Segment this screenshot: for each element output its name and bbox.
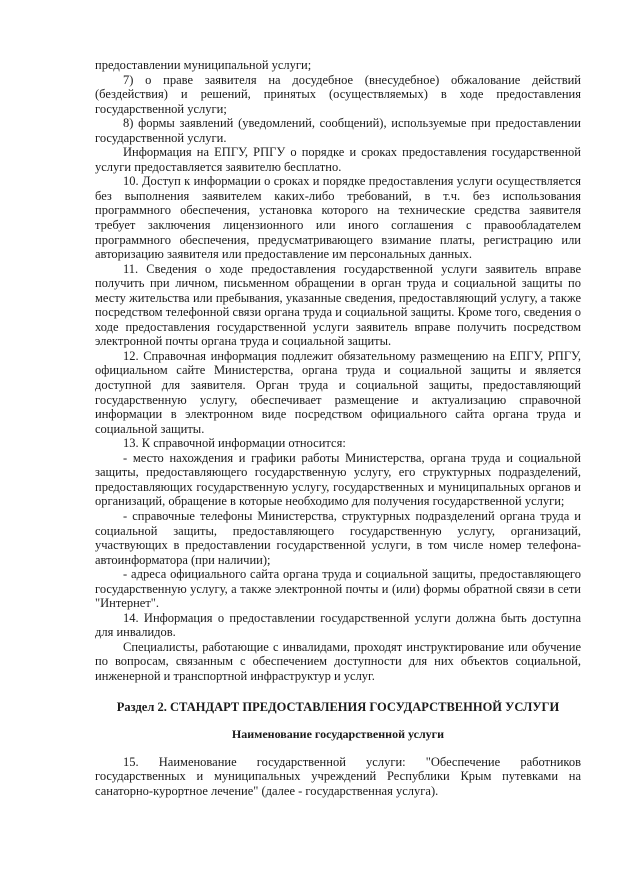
paragraph-specialists: Специалисты, работающие с инвалидами, проходят инструктирование или обучение по вопросам, связанным с обеспечением доступности для них объектов социальной, инженерной и транспортной инфраструктур и услуг. bbox=[95, 639, 581, 683]
paragraph-item-7: 7) о праве заявителя на досудебное (внесудебное) обжалование действий (бездействия) и решений, принятых (осуществляемых) в ходе предоставления государственной услуги; bbox=[95, 72, 581, 116]
list-item-addresses: - адреса официального сайта органа труда и социальной защиты, предоставляющего государственную услугу, а также электронной почты и (или) формы обратной связи в сети "Интернет". bbox=[95, 567, 581, 611]
paragraph-10: 10. Доступ к информации о сроках и порядке предоставления услуги осуществляется без выполнения заявителем каких-либо требований, в т.ч. без использования программного обеспечения, установка которого на технические средства заявителя требует заключения лицензионного или иного соглашения с правообладателем программного обеспечения, предусматривающего взимание платы, регистрацию или авторизацию заявителя или предоставление им персональных данных. bbox=[95, 174, 581, 262]
paragraph-13: 13. К справочной информации относится: bbox=[123, 436, 346, 451]
paragraph-12: 12. Справочная информация подлежит обязательному размещению на ЕПГУ, РПГУ, официальном сайте Министерства, органа труда и социальной защиты и является доступной для заявителя. Орган труда и социальной защиты, предоставляющий государственную услугу, обеспечивает размещение и актуализацию справочной информации в электронном виде посредством официального сайта органа труда и социальной защиты. bbox=[95, 348, 581, 436]
subsection-title: Наименование государственной услуги bbox=[231, 727, 445, 742]
paragraph-item-8: 8) формы заявлений (уведомлений, сообщений), используемые при предоставлении государственной услуги. bbox=[95, 116, 581, 145]
paragraph-15: 15. Наименование государственной услуги: "Обеспечение работников государственных и муниципальных учреждений Республики Крым путевками на санаторно-курортное лечение" (далее - государственная услуга). bbox=[95, 754, 581, 798]
document-page bbox=[95, 58, 581, 798]
paragraph-continuation: предоставлении муниципальной услуги; bbox=[95, 58, 312, 72]
paragraph-epgu-info: Информация на ЕПГУ, РПГУ о порядке и сроках предоставления государственной услуги предоставляется заявителю бесплатно. bbox=[95, 145, 581, 174]
list-item-phones: - справочные телефоны Министерства, структурных подразделений органа труда и социальной защиты, предоставляющего государственную услугу, организаций, участвующих в предоставлении государственной услуги, в том числе номер телефона-автоинформатора (при наличии); bbox=[95, 508, 581, 567]
paragraph-11: 11. Сведения о ходе предоставления государственной услуги заявитель вправе получить при личном, письменном обращении в орган труда и социальной защиты по месту жительства или пребывания, указанные сведения, предоставляющий услугу, а также посредством телефонной связи органа труда и социальной защиты. Кроме того, сведения о ходе предоставления государственной услуги заявитель вправе получить посредством электронной почты органа труда и социальной защиты. bbox=[95, 261, 581, 349]
section-title: Раздел 2. СТАНДАРТ ПРЕДОСТАВЛЕНИЯ ГОСУДАРСТВЕННОЙ УСЛУГИ bbox=[116, 699, 560, 714]
list-item-locations: - место нахождения и графики работы Министерства, органа труда и социальной защиты, предоставляющего государственную услугу, его структурных подразделений, предоставляющих государственную услугу, государственных и муниципальных органов и организаций, обращение в которые необходимо для получения государственной услуги; bbox=[95, 450, 581, 509]
paragraph-14: 14. Информация о предоставлении государственной услуги должна быть доступна для инвалидов. bbox=[95, 610, 581, 640]
